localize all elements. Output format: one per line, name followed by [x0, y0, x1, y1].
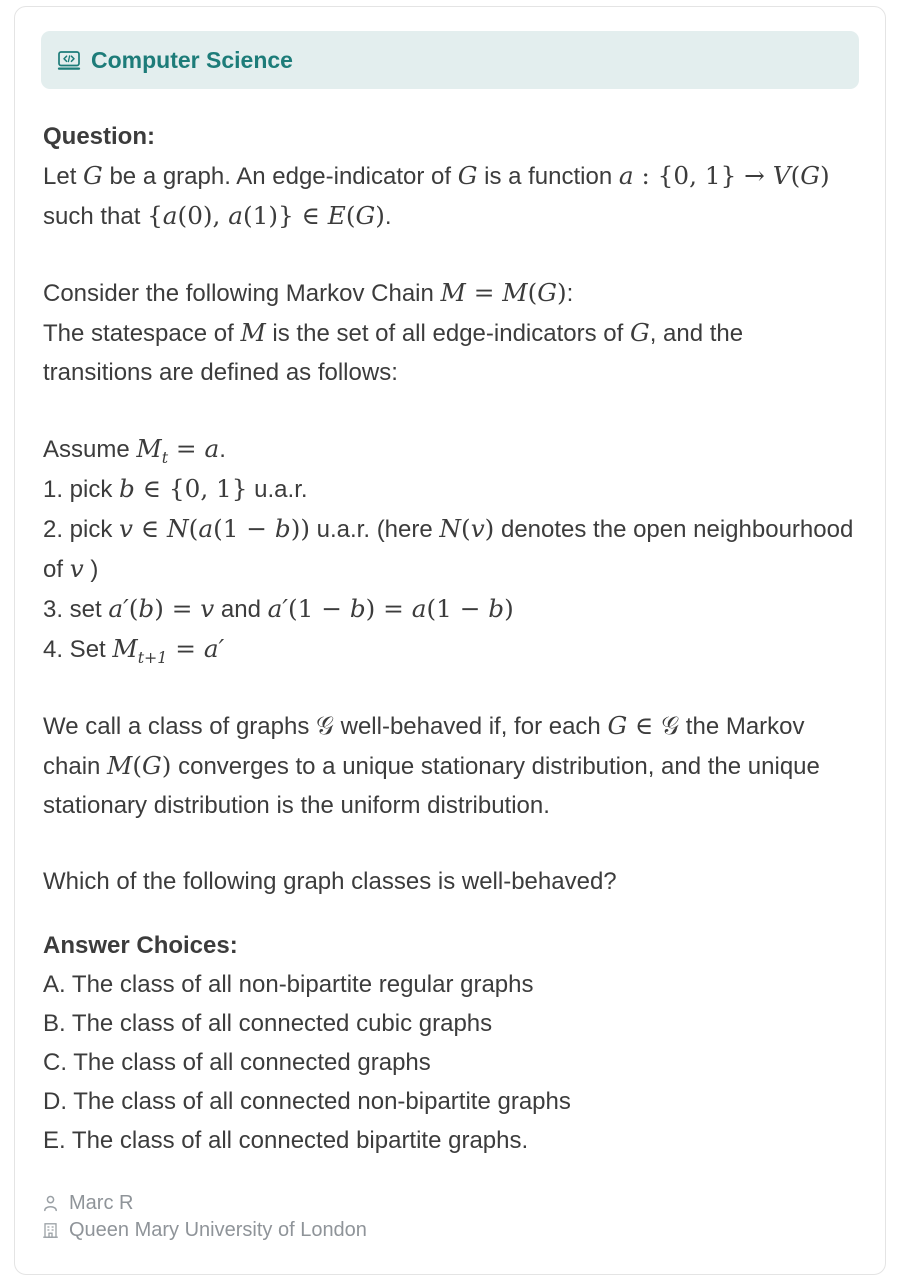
math-segment: G — [607, 711, 628, 740]
math-segment: = — [168, 434, 205, 463]
text-segment: 2. pick — [43, 516, 120, 543]
math-segment: ) — [375, 201, 385, 230]
text-segment: 1. pick — [43, 476, 120, 503]
math-segment: (1)} ∈ — [243, 201, 328, 230]
question-paragraph — [43, 156, 857, 236]
text-segment: and — [214, 596, 268, 623]
text-segment: Assume — [43, 436, 137, 463]
math-segment: b — [138, 594, 155, 623]
paragraph-spacer — [43, 669, 857, 706]
math-segment: ( — [345, 201, 356, 230]
math-segment: a — [411, 594, 427, 623]
math-segment: G — [629, 318, 650, 347]
text-segment: Let — [43, 163, 84, 190]
text-segment: the Markov chain — [43, 713, 805, 780]
math-segment: M — [136, 434, 162, 463]
math-segment: = — [465, 278, 503, 307]
math-segment: G — [457, 161, 478, 190]
math-segment: (0), — [177, 201, 229, 230]
math-segment: = — [167, 634, 204, 663]
math-segment: v — [200, 594, 215, 623]
text-segment: 4. Set — [43, 636, 113, 663]
math-segment: a — [204, 434, 220, 463]
text-segment: such that — [43, 203, 148, 230]
math-segment: ) — [484, 514, 495, 543]
text-segment: u.a.r. — [247, 476, 308, 503]
question-card — [14, 6, 886, 1275]
attribution-footer — [41, 1190, 859, 1244]
answer-choice: C. The class of all connected graphs — [43, 1049, 431, 1076]
math-segment: v — [69, 554, 84, 583]
category-badge-label: Computer Science — [91, 46, 293, 73]
math-segment: ∈ {0, 1} — [134, 474, 248, 503]
building-icon — [41, 1221, 60, 1240]
text-segment: converges to a unique stationary distribution, and the unique stationary distribution is the uniform distribution. — [43, 753, 820, 819]
section-heading: Answer Choices: — [43, 932, 238, 959]
math-segment: ) — [504, 594, 514, 623]
math-segment: G — [83, 161, 103, 190]
question-paragraph — [43, 862, 857, 901]
person-icon — [41, 1194, 60, 1213]
math-segment: b — [349, 594, 366, 623]
text-segment: Consider the following Markov Chain — [43, 280, 441, 307]
math-segment: a′ — [203, 634, 225, 663]
math-segment: G — [142, 751, 162, 780]
math-segment: v — [470, 514, 485, 543]
text-segment: denotes the open neighbourhood of — [43, 516, 854, 583]
math-segment: b — [274, 514, 291, 543]
math-segment: ) — [819, 161, 830, 190]
math-segment: )) — [290, 514, 310, 543]
math-segment: ( — [132, 751, 143, 780]
text-segment: well-behaved if, for each — [333, 713, 608, 740]
code-laptop-icon — [57, 50, 81, 71]
paragraph-spacer — [43, 825, 857, 862]
math-segment: ( — [188, 514, 199, 543]
math-segment: N — [167, 514, 189, 543]
math-segment: a — [198, 514, 214, 543]
math-segment: a — [162, 201, 178, 230]
math-segment: 𝒢 — [661, 711, 680, 740]
question-paragraph — [43, 429, 857, 669]
text-segment: be a graph. An edge-indicator of — [102, 163, 458, 190]
math-segment: ∈ — [133, 514, 168, 543]
math-segment: G — [355, 201, 376, 230]
text-segment: : — [566, 280, 574, 307]
text-segment: is the set of all edge-indicators of — [265, 320, 630, 347]
math-segment: { — [147, 201, 163, 230]
text-segment: . — [384, 203, 392, 230]
text-segment: Which of the following graph classes is well-behaved? — [43, 868, 617, 895]
math-segment: ) — [161, 751, 172, 780]
math-segment: M — [107, 751, 133, 780]
math-segment: ) = — [365, 594, 412, 623]
math-segment: b — [119, 474, 135, 503]
answer-choice: D. The class of all connected non-bipartite graphs — [43, 1088, 571, 1115]
math-segment: V — [772, 161, 791, 190]
paragraph-spacer — [43, 392, 857, 429]
question-body — [41, 117, 859, 1160]
text-segment: , and the transitions are defined as follows: — [43, 320, 744, 386]
text-segment: u.a.r. (here — [309, 516, 440, 543]
math-segment: a′ — [267, 594, 289, 623]
math-segment: G — [800, 161, 820, 190]
text-segment: The statespace of — [43, 320, 241, 347]
paragraph-spacer — [43, 901, 857, 926]
math-segment: M — [440, 278, 466, 307]
math-segment: M — [240, 318, 266, 347]
math-segment: (1 − — [426, 594, 489, 623]
math-segment: t — [161, 447, 169, 467]
math-segment: a — [228, 201, 244, 230]
author-row — [41, 1190, 859, 1217]
math-segment: t+1 — [137, 647, 168, 667]
question-paragraph — [43, 273, 857, 392]
math-segment: ( — [527, 278, 538, 307]
math-segment: ) = — [154, 594, 201, 623]
math-segment: v — [119, 514, 133, 543]
question-paragraph — [43, 706, 857, 825]
answer-choice: E. The class of all connected bipartite graphs. — [43, 1127, 529, 1154]
math-segment: ∈ — [627, 711, 662, 740]
math-segment: 𝒢 — [316, 711, 334, 740]
answer-choice: A. The class of all non-bipartite regular graphs — [43, 971, 534, 998]
section-heading: Question: — [43, 123, 155, 150]
paragraph-spacer — [43, 236, 857, 273]
answer-choices — [43, 965, 857, 1160]
math-segment: : {0, 1} → — [633, 161, 773, 190]
math-segment: (1 − — [213, 514, 275, 543]
math-segment: E — [327, 201, 346, 230]
math-segment: a′ — [108, 594, 129, 623]
answer-choice: B. The class of all connected cubic graphs — [43, 1010, 493, 1037]
text-segment: . — [219, 436, 226, 463]
math-segment: ( — [128, 594, 139, 623]
math-segment: G — [537, 278, 557, 307]
author-name: Marc R — [69, 1192, 134, 1214]
math-segment: ) — [557, 278, 567, 307]
math-segment: M — [112, 634, 138, 663]
category-badge[interactable] — [41, 31, 859, 89]
text-segment: ) — [83, 556, 99, 583]
text-segment: is a function — [477, 163, 619, 190]
math-segment: a — [618, 161, 634, 190]
math-segment: (1 − — [288, 594, 350, 623]
math-segment: ( — [790, 161, 801, 190]
math-segment: b — [488, 594, 505, 623]
math-segment: N — [439, 514, 462, 543]
institution-name: Queen Mary University of London — [69, 1219, 367, 1241]
text-segment: 3. set — [43, 596, 109, 623]
text-segment: We call a class of graphs — [43, 713, 317, 740]
math-segment: M — [502, 278, 528, 307]
math-segment: ( — [461, 514, 471, 543]
